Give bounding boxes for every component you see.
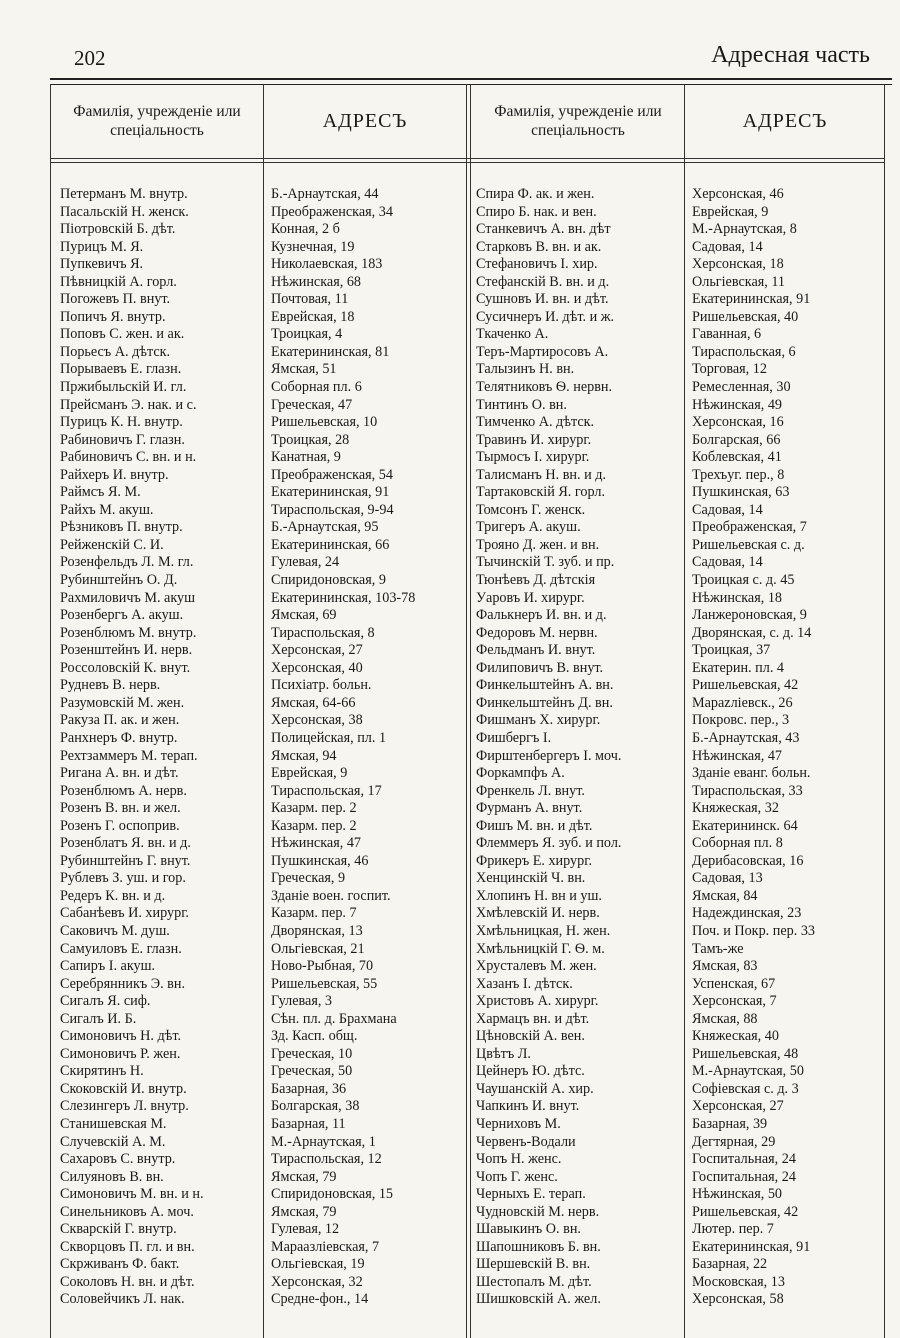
entry-address: Ришельевская, 42 <box>692 1203 799 1220</box>
entry-address: Княжеская, 40 <box>692 1028 779 1045</box>
entry-address: Марazлiевск., 26 <box>692 694 793 711</box>
entry-name: Пупкевичъ Я. <box>60 256 144 273</box>
entry-name: Сусичнеръ И. дѣт. и ж. <box>476 308 615 325</box>
entry-address: Троицкая, 28 <box>271 431 350 448</box>
entry-name: Скварскій Г. внутр. <box>60 1221 177 1238</box>
entry-name: Силуяновъ В. вн. <box>60 1168 164 1185</box>
entry-address: Ямская, 84 <box>692 887 758 904</box>
entry-address: Психіатр. больн. <box>271 677 372 694</box>
entry-name: Шишковскій А. жел. <box>476 1291 601 1308</box>
entry-address: Греческая, 9 <box>271 870 346 887</box>
entry-name: Червенъ-Водали <box>476 1133 576 1150</box>
entry-address: Трехъуг. пер., 8 <box>692 466 785 483</box>
entry-name: Ракуза П. ак. и жен. <box>60 712 180 729</box>
entry-name: Порьесъ А. дѣтск. <box>60 343 171 360</box>
entry-name: Пѣвницкій А. горл. <box>60 273 177 290</box>
entry-name: Рахмиловичъ М. акуш <box>60 589 196 606</box>
entry-address: Княжеская, 32 <box>692 800 779 817</box>
entry-address: Ришельевская, 42 <box>692 677 799 694</box>
entry-name: Талызинъ Н. вн. <box>476 361 575 378</box>
entry-address: Екатерининская, 91 <box>271 484 390 501</box>
entry-address: Ямская, 79 <box>271 1203 337 1220</box>
entry-address: Ямская, 79 <box>271 1168 337 1185</box>
entry-address: Болгарская, 38 <box>271 1098 360 1115</box>
entry-address: Госпитальная, 24 <box>692 1168 796 1185</box>
entry-address: Тираспольская, 6 <box>692 343 796 360</box>
entry-name: Сабанѣевъ И. хирург. <box>60 905 189 922</box>
entry-address: Садовая, 13 <box>692 870 763 887</box>
entry-name: Розенблатъ Я. вн. и д. <box>60 835 191 852</box>
entry-name: Ригана А. вн. и дѣт. <box>60 765 179 782</box>
entry-name: Случевскій А. М. <box>60 1133 166 1150</box>
entry-name: Фрикеръ Е. хирург. <box>476 852 593 869</box>
table-border-left <box>50 84 51 1338</box>
entry-name: Скворцовъ П. гл. и вн. <box>60 1238 195 1255</box>
entry-address: Конная, 2 б <box>271 221 340 238</box>
entry-address: Нѣжинская, 50 <box>692 1186 783 1203</box>
entry-name: Уаровъ И. хирург. <box>476 589 585 606</box>
entry-name: Фирштенбергеръ І. моч. <box>476 747 622 764</box>
entry-name: Шавыкинъ О. вн. <box>476 1221 581 1238</box>
entry-address: Нѣжинская, 49 <box>692 396 783 413</box>
entry-address: Ланжероновская, 9 <box>692 607 807 624</box>
entry-name: Рѣзниковъ П. внутр. <box>60 519 183 536</box>
entry-address: Соборная пл. 6 <box>271 379 362 396</box>
entry-address: Херсонская, 27 <box>271 642 363 659</box>
entry-address: Тираспольская, 8 <box>271 624 375 641</box>
page-number: 202 <box>74 46 106 70</box>
entry-name: Розенблюмъ М. внутр. <box>60 624 197 641</box>
entry-address: Дерибасовская, 16 <box>692 852 804 869</box>
entry-address: Б.-Арнаутская, 44 <box>271 186 379 202</box>
table-border-middle <box>466 84 467 1338</box>
entry-address: Тираспольская, 12 <box>271 1151 382 1168</box>
entry-address: Кузнечная, 19 <box>271 238 355 255</box>
entry-address: Греческая, 10 <box>271 1045 353 1062</box>
entry-name: Пурицъ К. Н. внутр. <box>60 414 183 431</box>
entry-name: Тимченко А. дѣтск. <box>476 414 595 431</box>
entry-name: Петерманъ М. внутр. <box>60 186 188 202</box>
entry-address: Средне-фон., 14 <box>271 1291 369 1308</box>
entry-address: Спиридоновская, 15 <box>271 1186 394 1203</box>
entry-name: Сушновъ И. вн. и дѣт. <box>476 291 609 308</box>
left-names-column <box>60 186 261 1309</box>
entry-address: Полицейская, пл. 1 <box>271 729 387 746</box>
entry-address: Садовая, 14 <box>692 554 763 571</box>
entry-name: Чопъ Г. женс. <box>476 1168 558 1185</box>
entry-address: Екатерининск. 64 <box>692 817 798 834</box>
entry-address: Преображенская, 7 <box>692 519 807 536</box>
entry-name: Хенцинскій Ч. вн. <box>476 870 586 887</box>
entry-name: Пржибыльскій И. гл. <box>60 379 187 396</box>
right-addresses-column <box>692 186 883 1309</box>
entry-name: Розенъ В. вн. и жел. <box>60 800 181 817</box>
entry-name: Розенбергъ А. акуш. <box>60 607 184 624</box>
entry-address: Нѣжинская, 68 <box>271 273 362 290</box>
entry-address: Дворянская, с. д. 14 <box>692 624 812 641</box>
entry-address: Херсонская, 40 <box>271 659 363 676</box>
entry-address: Базарная, 11 <box>271 1115 346 1132</box>
entry-address: Лютер. пер. 7 <box>692 1221 774 1238</box>
entry-address: Екатерининская, 66 <box>271 536 390 553</box>
entry-address: Екатерининская, 91 <box>692 291 811 308</box>
entry-name: Форкампфъ А. <box>476 765 565 782</box>
entry-address: Ришельевская, 55 <box>271 975 378 992</box>
entry-name: Соколовъ Н. вн. и дѣт. <box>60 1273 195 1290</box>
entry-name: Стефановичъ І. хир. <box>476 256 598 273</box>
entry-address: Екатерин. пл. 4 <box>692 659 785 676</box>
entry-address: Ямская, 51 <box>271 361 337 378</box>
entry-name: Прейсманъ Э. нак. и с. <box>60 396 197 413</box>
entry-address: Ново-Рыбная, 70 <box>271 958 374 975</box>
entry-name: Пасальскій Н. женск. <box>60 203 189 220</box>
entry-address: Ямская, 69 <box>271 607 337 624</box>
entry-address: Екатерининская, 81 <box>271 343 390 360</box>
entry-name: Тартаковскій Я. горл. <box>476 484 605 501</box>
entry-address: Ришельевская, 48 <box>692 1045 799 1062</box>
entry-address: Поч. и Покр. пер. 33 <box>692 922 816 939</box>
entry-name: Серебрянникъ Э. вн. <box>60 975 186 992</box>
entry-name: Хармацъ вн. и дѣт. <box>476 1010 590 1027</box>
entry-name: Шершевскій В. вн. <box>476 1256 591 1273</box>
entry-name: Симоновичъ Р. жен. <box>60 1045 181 1062</box>
entry-address: Дворянская, 13 <box>271 922 363 939</box>
entry-name: Пурицъ М. Я. <box>60 238 144 255</box>
entry-address: Тираспольская, 33 <box>692 782 803 799</box>
entry-address: Николаевская, 183 <box>271 256 383 273</box>
entry-name: Розенфельдъ Л. М. гл. <box>60 554 194 571</box>
entry-name: Тырмосъ І. хирург. <box>476 449 590 466</box>
entry-name: Скрживанъ Ф. бакт. <box>60 1256 180 1273</box>
entry-address: Зданіе еванг. больн. <box>692 765 811 782</box>
entry-name: Цѣновскій А. вен. <box>476 1028 585 1045</box>
entry-name: Райхъ М. акуш. <box>60 501 154 518</box>
entry-name: Фурманъ А. внут. <box>476 800 583 817</box>
entry-name: Скоковскій И. внутр. <box>60 1080 187 1097</box>
entry-address: Троицкая, 4 <box>271 326 343 343</box>
entry-name: Саковичъ М. душ. <box>60 922 170 939</box>
entry-address: Садовая, 14 <box>692 238 763 255</box>
table-border-middle-2 <box>470 84 471 1338</box>
entry-address: Тираспольская, 9-94 <box>271 501 394 518</box>
entry-name: Сигалъ И. Б. <box>60 1010 137 1027</box>
entry-address: Покровс. пер., 3 <box>692 712 790 729</box>
entry-name: Рехтзаммеръ М. терап. <box>60 747 198 764</box>
entry-name: Чудновскій М. нерв. <box>476 1203 600 1220</box>
entry-address: Троицкая, 37 <box>692 642 771 659</box>
entry-address: М.-Арнаутская, 1 <box>271 1133 376 1150</box>
entry-name: Хазанъ І. дѣтск. <box>476 975 573 992</box>
entry-name: Стефанскій В. вн. и д. <box>476 273 610 290</box>
header-divider-2 <box>50 162 884 163</box>
entry-name: Томсонъ Г. женск. <box>476 501 586 518</box>
right-address-header: АДРЕСЪ <box>742 109 828 132</box>
entry-address: Дегтярная, 29 <box>692 1133 776 1150</box>
entry-address: Троицкая с. д. 45 <box>692 572 795 589</box>
entry-address: Ямская, 88 <box>692 1010 758 1027</box>
entry-name: Трояно Д. жен. и вн. <box>476 536 600 553</box>
entry-address: Садовая, 14 <box>692 501 763 518</box>
column-divider-right <box>684 84 685 1338</box>
entry-address: Еврейская, 18 <box>271 308 355 325</box>
entry-name: Шестопалъ М. дѣт. <box>476 1273 592 1290</box>
entry-name: Ткаченко А. <box>476 326 549 343</box>
entry-address: Ямская, 94 <box>271 747 337 764</box>
entry-address: Гулевая, 3 <box>271 993 333 1010</box>
top-rule-thin <box>50 84 892 85</box>
entry-name: Старковъ В. вн. и ак. <box>476 238 602 255</box>
entry-address: Б.-Арнаутская, 95 <box>271 519 379 536</box>
entry-address: Зд. Касп. общ. <box>271 1028 358 1045</box>
entry-name: Чопъ Н. женс. <box>476 1151 562 1168</box>
entry-name: Хмѣльницкая, Н. жен. <box>476 922 611 939</box>
entry-name: Цейнеръ Ю. дѣтс. <box>476 1063 585 1080</box>
entry-name: Хлопинъ Н. вн и уш. <box>476 887 602 904</box>
entry-name: Соловейчикъ Л. нак. <box>60 1291 185 1308</box>
entry-address: Херсонская, 18 <box>692 256 784 273</box>
entry-address: Болгарская, 66 <box>692 431 781 448</box>
column-divider-left <box>263 84 264 1338</box>
entry-name: Россоловскій К. внут. <box>60 659 191 676</box>
entry-address: Греческая, 50 <box>271 1063 353 1080</box>
entry-address: Пушкинская, 63 <box>692 484 790 501</box>
entry-address: Гулевая, 12 <box>271 1221 340 1238</box>
entry-name: Рубинштейнъ О. Д. <box>60 572 178 589</box>
entry-name: Телятниковъ Ѳ. нервн. <box>476 379 613 396</box>
entry-name: Сахаровъ С. внутр. <box>60 1151 176 1168</box>
entry-name: Райхеръ И. внутр. <box>60 466 169 483</box>
entry-address: Базарная, 39 <box>692 1115 768 1132</box>
entry-address: Софіевская с. д. 3 <box>692 1080 799 1097</box>
entry-address: Херсонская, 16 <box>692 414 784 431</box>
entry-address: Московская, 13 <box>692 1273 785 1290</box>
entry-address: Ольгіевская, 21 <box>271 940 365 957</box>
entry-address: Ольгіевская, 11 <box>692 273 786 290</box>
entry-name: Рабиновичъ Г. глазн. <box>60 431 185 448</box>
entry-name: Черниховъ М. <box>476 1115 561 1132</box>
entry-name: Сапиръ І. акуш. <box>60 958 156 975</box>
entry-name: Разумовскій М. жен. <box>60 694 185 711</box>
entry-name: Тюнѣевъ Д. дѣтскія <box>476 572 596 589</box>
entry-address: Нѣжинская, 47 <box>271 835 362 852</box>
entry-name: Тинтинъ О. вн. <box>476 396 567 413</box>
entry-name: Сигалъ Я. сиф. <box>60 993 151 1010</box>
entry-address: Спиридоновская, 9 <box>271 572 386 589</box>
entry-name: Хмѣльницкій Г. Ѳ. м. <box>476 940 605 957</box>
entry-address: Соборная пл. 8 <box>692 835 783 852</box>
entry-address: Херсонская, 27 <box>692 1098 784 1115</box>
entry-address: Зданіе воен. госпит. <box>271 887 391 904</box>
entry-name: Станкевичъ А. вн. дѣт <box>476 221 611 238</box>
entry-name: Хмѣлевскій И. нерв. <box>476 905 600 922</box>
entry-address: М.-Арнаутская, 8 <box>692 221 797 238</box>
entry-name: Поповъ С. жен. и ак. <box>60 326 185 343</box>
entry-address: Ремесленная, 30 <box>692 379 791 396</box>
entry-name: Флеммеръ Я. зуб. и пол. <box>476 835 622 852</box>
entry-name: Порываевъ Е. глазн. <box>60 361 182 378</box>
entry-address: Гаванная, 6 <box>692 326 762 343</box>
header-divider <box>50 158 884 159</box>
entry-name: Фишманъ Х. хирург. <box>476 712 601 729</box>
entry-address: Сѣн. пл. д. Брахмана <box>271 1010 397 1027</box>
entry-name: Хрусталевъ М. жен. <box>476 958 597 975</box>
entry-address: Ольгіевская, 19 <box>271 1256 365 1273</box>
entry-name: Рубинштейнъ Г. внут. <box>60 852 191 869</box>
entry-address: Почтовая, 11 <box>271 291 349 308</box>
entry-name: Спира Ф. ак. и жен. <box>476 186 595 202</box>
entry-address: М.-Арнаутская, 50 <box>692 1063 804 1080</box>
entry-address: Мараазлiевская, 7 <box>271 1238 380 1255</box>
entry-address: Казарм. пер. 2 <box>271 817 357 834</box>
entry-address: Пушкинская, 46 <box>271 852 369 869</box>
entry-name: Фишбергъ І. <box>476 729 552 746</box>
entry-address: Еврейская, 9 <box>692 203 769 220</box>
entry-name: Федоровъ М. нервн. <box>476 624 598 641</box>
entry-address: Нѣжинская, 47 <box>692 747 783 764</box>
entry-name: Травинъ И. хирург. <box>476 431 592 448</box>
entry-name: Рублевъ З. уш. и гор. <box>60 870 186 887</box>
entry-address: Базарная, 36 <box>271 1080 347 1097</box>
entry-address: Казарм. пер. 2 <box>271 800 357 817</box>
entry-address: Гулевая, 24 <box>271 554 340 571</box>
section-title: Адресная часть <box>711 42 870 68</box>
entry-address: Ямская, 83 <box>692 958 758 975</box>
entry-address: Тамъ-же <box>692 940 744 957</box>
entry-name: Раймсъ Я. М. <box>60 484 141 501</box>
right-names-column <box>476 186 683 1309</box>
left-address-header: АДРЕСЪ <box>322 109 408 132</box>
entry-address: Екатерининская, 91 <box>692 1238 811 1255</box>
entry-name: Редеръ К. вн. и д. <box>60 887 166 904</box>
entry-name: Скирятинъ Н. <box>60 1063 144 1080</box>
entry-address: Тираспольская, 17 <box>271 782 382 799</box>
entry-name: Погожевъ П. внут. <box>60 291 171 308</box>
entry-name: Самуиловъ Е. глазн. <box>60 940 182 957</box>
entry-address: Херсонская, 46 <box>692 186 784 202</box>
entry-address: Успенская, 67 <box>692 975 776 992</box>
entry-name: Финкельштейнъ Д. вн. <box>476 694 613 711</box>
entry-address: Нѣжинская, 18 <box>692 589 783 606</box>
entry-name: Талисманъ Н. вн. и д. <box>476 466 606 483</box>
entry-name: Теръ-Мартиросовъ А. <box>476 343 609 360</box>
entry-address: Казарм. пер. 7 <box>271 905 357 922</box>
entry-address: Херсонская, 32 <box>271 1273 363 1290</box>
entry-name: Симоновичъ Н. дѣт. <box>60 1028 182 1045</box>
entry-address: Ришельевская с. д. <box>692 536 805 553</box>
entry-address: Херсонская, 58 <box>692 1291 784 1308</box>
top-rule <box>50 78 892 80</box>
entry-name: Розенъ Г. оспоприв. <box>60 817 180 834</box>
entry-name: Чаушанскій А. хир. <box>476 1080 594 1097</box>
entry-name: Френкель Л. внут. <box>476 782 585 799</box>
entry-name: Синельниковъ А. моч. <box>60 1203 194 1220</box>
left-addresses-column <box>271 186 465 1309</box>
entry-address: Херсонская, 38 <box>271 712 363 729</box>
entry-address: Б.-Арнаутская, 43 <box>692 729 800 746</box>
entry-address: Преображенская, 34 <box>271 203 393 220</box>
entry-name: Фельдманъ И. внут. <box>476 642 596 659</box>
entry-address: Госпитальная, 24 <box>692 1151 796 1168</box>
entry-name: Симоновичъ М. вн. и н. <box>60 1186 204 1203</box>
entry-name: Ранхнеръ Ф. внутр. <box>60 729 178 746</box>
entry-address: Коблевская, 41 <box>692 449 782 466</box>
entry-address: Базарная, 22 <box>692 1256 768 1273</box>
entry-address: Торговая, 12 <box>692 361 767 378</box>
entry-name: Христовъ А. хирург. <box>476 993 599 1010</box>
left-name-header: Фамилія, учрежденіе или спеціальность <box>73 103 241 139</box>
entry-name: Фишъ М. вн. и дѣт. <box>476 817 593 834</box>
entry-name: Финкельштейнъ А. вн. <box>476 677 614 694</box>
entry-address: Канатная, 9 <box>271 449 341 466</box>
table-border-right <box>884 84 885 1338</box>
entry-address: Ямская, 64-66 <box>271 694 356 711</box>
entry-address: Ришельевская, 10 <box>271 414 378 431</box>
entry-address: Преображенская, 54 <box>271 466 393 483</box>
entry-name: Станишевская М. <box>60 1115 167 1132</box>
entry-name: Спиро Б. нак. и вен. <box>476 203 597 220</box>
entry-name: Слезингеръ Л. внутр. <box>60 1098 189 1115</box>
entry-name: Шапошниковъ Б. вн. <box>476 1238 601 1255</box>
entry-name: Тычинскій Т. зуб. и пр. <box>476 554 615 571</box>
entry-name: Фалькнеръ И. вн. и д. <box>476 607 607 624</box>
entry-name: Рабиновичъ С. вн. и н. <box>60 449 197 466</box>
entry-name: Розенштейнъ И. нерв. <box>60 642 193 659</box>
entry-address: Греческая, 47 <box>271 396 353 413</box>
entry-name: Попичъ Я. внутр. <box>60 308 166 325</box>
right-name-header: Фамилія, учрежденіе или спеціальность <box>494 103 662 139</box>
entry-address: Ришельевская, 40 <box>692 308 799 325</box>
entry-address: Херсонская, 7 <box>692 993 777 1010</box>
entry-address: Еврейская, 9 <box>271 765 348 782</box>
entry-name: Цвѣтъ Л. <box>476 1045 531 1062</box>
entry-name: Рудневъ В. нерв. <box>60 677 161 694</box>
entry-name: Черныхъ Е. терап. <box>476 1186 586 1203</box>
entry-name: Піотровскій Б. дѣт. <box>60 221 176 238</box>
entry-address: Надеждинская, 23 <box>692 905 802 922</box>
entry-name: Рейженскій С. И. <box>60 536 164 553</box>
entry-name: Тригеръ А. акуш. <box>476 519 581 536</box>
entry-name: Филиповичъ В. внут. <box>476 659 604 676</box>
entry-name: Розенблюмъ А. нерв. <box>60 782 187 799</box>
entry-address: Екатерининская, 103-78 <box>271 589 416 606</box>
entry-name: Чапкинъ И. внут. <box>476 1098 580 1115</box>
